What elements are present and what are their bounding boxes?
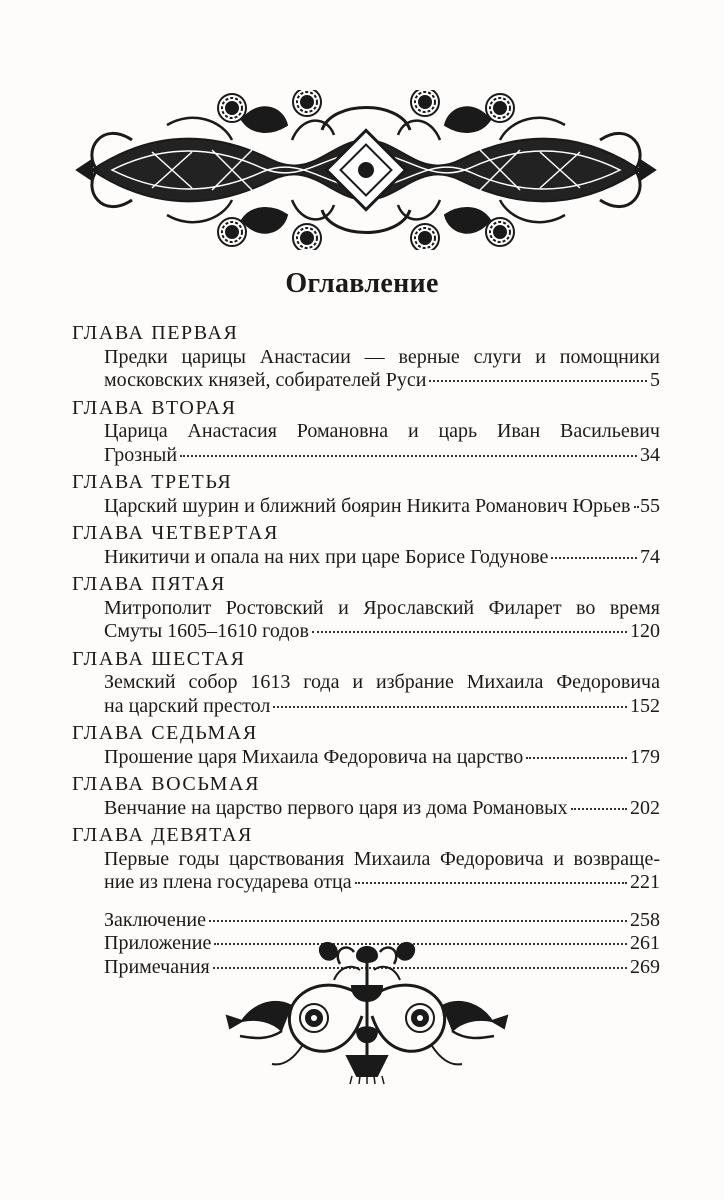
page-number: 74: [640, 545, 660, 568]
toc-entry-conclusion[interactable]: [104, 909, 660, 933]
toc-entry[interactable]: [104, 420, 660, 467]
toc-entry[interactable]: [104, 546, 660, 570]
page-number: 261: [630, 932, 660, 954]
page-title: Оглавление: [285, 268, 439, 299]
toc-chapter: [72, 824, 660, 895]
entry-title: ние из плена государева отца: [104, 871, 352, 893]
entry-title: Приложение: [104, 932, 212, 954]
entry-title: московских князей, собирателей Руси: [104, 369, 427, 391]
entry-title-line: Земский собор 1613 года и избрание Михаила Федоровича: [104, 671, 660, 693]
toc-entry[interactable]: [104, 671, 660, 718]
entry-title: Смуты 1605–1610 годов: [104, 620, 309, 642]
toc-entry[interactable]: [104, 848, 660, 895]
toc-chapter: [72, 522, 660, 569]
dot-leader: [571, 808, 627, 810]
dot-leader: [273, 706, 627, 708]
entry-title-line: Царица Анастасия Романовна и царь Иван Васильевич: [104, 420, 660, 442]
entry-title: Никитичи и опала на них при царе Борисе Годунове: [104, 545, 549, 568]
chapter-heading: ГЛАВА ЧЕТВЕРТАЯ: [72, 522, 279, 544]
toc-entry[interactable]: [104, 346, 660, 393]
chapter-heading: ГЛАВА ПЯТАЯ: [72, 573, 226, 595]
entry-title: на царский престол: [104, 694, 271, 717]
birds-floral-ornament: [222, 936, 512, 1086]
toc-chapter: [72, 773, 660, 820]
table-of-contents: [72, 322, 660, 979]
chapter-heading: ГЛАВА ПЕРВАЯ: [72, 322, 239, 344]
toc-entry[interactable]: [104, 797, 660, 821]
entry-title-line: Митрополит Ростовский и Ярославский Филарет во время: [104, 596, 660, 619]
entry-title-line: Первые годы царствования Михаила Федоровича и возвраще-: [104, 847, 660, 870]
entry-title: Заключение: [104, 908, 206, 931]
toc-entry[interactable]: [104, 597, 660, 644]
page-number: 5: [650, 369, 660, 391]
toc-chapter: [72, 397, 660, 468]
page-number: 269: [630, 955, 660, 978]
dot-leader: [180, 455, 637, 457]
chapter-heading: ГЛАВА ВТОРАЯ: [72, 396, 237, 419]
chapter-heading: ГЛАВА СЕДЬМАЯ: [72, 722, 258, 744]
toc-entry[interactable]: [104, 746, 660, 770]
page-number: 152: [630, 694, 660, 717]
page-number: 120: [630, 620, 660, 642]
entry-title-line: Предки царицы Анастасии — верные слуги и помощники: [104, 345, 660, 368]
toc-chapter: [72, 722, 660, 769]
entry-title: Грозный: [104, 443, 178, 466]
dot-leader: [312, 631, 627, 633]
page-number: 221: [630, 871, 660, 893]
page-number: 34: [640, 443, 660, 466]
entry-title: Царский шурин и ближний боярин Никита Романович Юрьев: [104, 494, 631, 517]
chapter-heading: ГЛАВА ШЕСТАЯ: [72, 647, 246, 670]
interlace-knotwork-ornament: [72, 90, 660, 250]
chapter-heading: ГЛАВА ДЕВЯТАЯ: [72, 824, 253, 846]
toc-chapter: [72, 471, 660, 518]
toc-chapter: [72, 573, 660, 644]
entry-title: Венчание на царство первого царя из дома Романовых: [104, 796, 568, 819]
page-number: 179: [630, 745, 660, 768]
entry-title: Примечания: [104, 955, 210, 978]
page-number: 55: [640, 494, 660, 517]
entry-title: Прошение царя Михаила Федоровича на царство: [104, 745, 524, 768]
dot-leader: [355, 882, 627, 884]
toc-chapter: [72, 322, 660, 393]
chapter-heading: ГЛАВА ВОСЬМАЯ: [72, 773, 261, 795]
page-number: 258: [630, 908, 660, 931]
dot-leader: [551, 557, 637, 559]
toc-entry[interactable]: [104, 495, 660, 519]
page-number: 202: [630, 796, 660, 819]
dot-leader: [526, 757, 627, 759]
chapter-heading: ГЛАВА ТРЕТЬЯ: [72, 471, 233, 493]
dot-leader: [209, 920, 627, 922]
toc-chapter: [72, 648, 660, 719]
dot-leader: [634, 506, 638, 508]
dot-leader: [429, 380, 647, 382]
